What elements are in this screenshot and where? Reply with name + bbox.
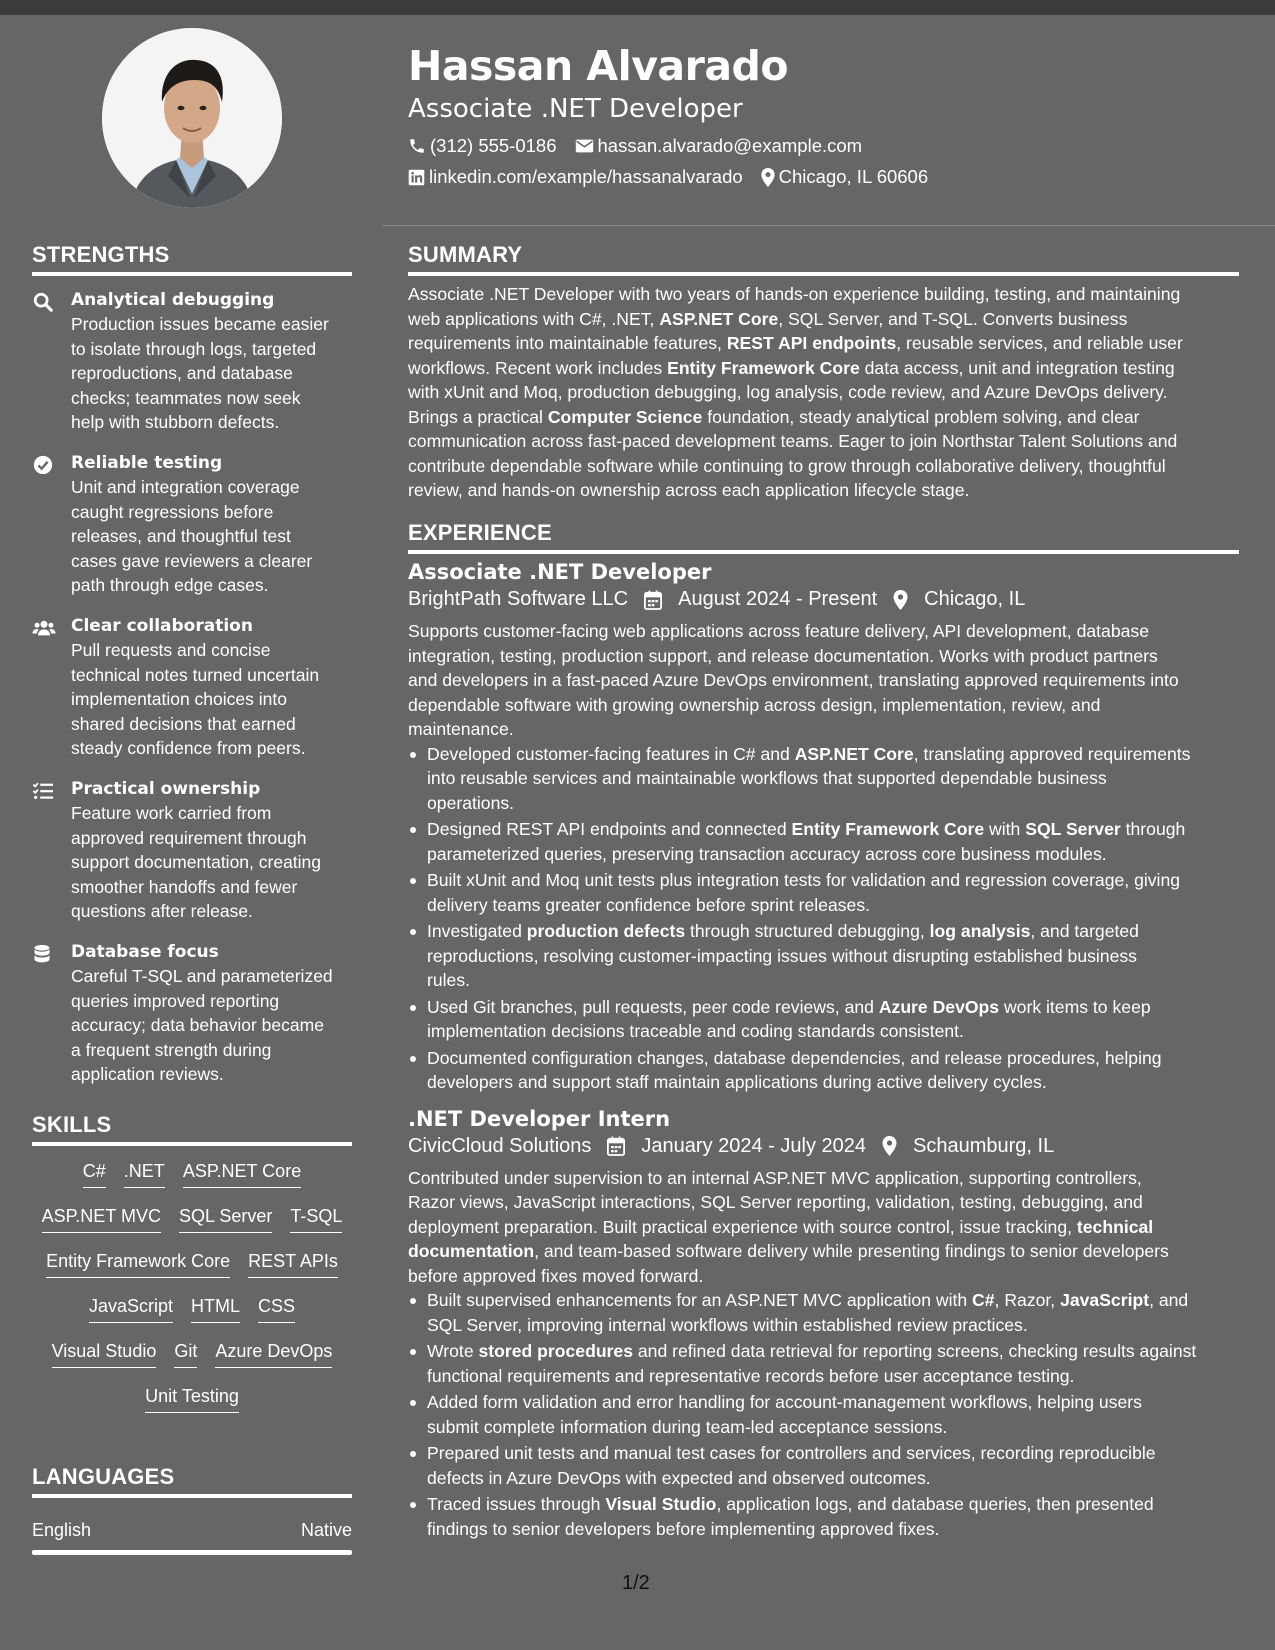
description-line: a frequent strength during bbox=[71, 1039, 272, 1060]
bullet-item bbox=[408, 1390, 1239, 1439]
strength-item bbox=[32, 940, 352, 1087]
summary-line bbox=[408, 380, 1239, 405]
text-run: reproductions, resolving customer-impacting issues without disrupting established business bbox=[427, 945, 1137, 966]
calendar-icon bbox=[607, 1136, 633, 1156]
contact-row-2 bbox=[408, 166, 946, 188]
skill-tag: .NET bbox=[124, 1158, 165, 1188]
text-run: Designed REST API endpoints and connected bbox=[427, 819, 792, 839]
text-run: Used Git branches, pull requests, peer code reviews, and bbox=[427, 996, 879, 1017]
job-location bbox=[882, 1135, 1054, 1158]
summary-line bbox=[408, 356, 1239, 381]
text-run: Investigated bbox=[427, 921, 527, 941]
text-run: review, and hands-on ownership across each application lifecycle stage. bbox=[408, 480, 970, 500]
bold-phrase: SQL Server bbox=[1025, 819, 1121, 839]
text-run: requirements into maintainable features, bbox=[408, 333, 727, 353]
language-name: English bbox=[32, 1520, 92, 1540]
text-run: , and targeted bbox=[1030, 921, 1139, 941]
bullet-line bbox=[427, 766, 1239, 791]
text-run: Supports customer-facing web applications across feature delivery, API development, database bbox=[408, 621, 1149, 641]
bold-phrase: Entity Framework Core bbox=[791, 819, 985, 839]
bullet-item bbox=[408, 995, 1239, 1044]
email-text: hassan.alvarado@example.com bbox=[597, 135, 863, 156]
description-line bbox=[408, 693, 1239, 718]
linkedin-contact[interactable] bbox=[408, 166, 743, 188]
strength-description bbox=[71, 801, 352, 924]
description-line: Production issues became easier bbox=[71, 314, 329, 334]
text-run: Prepared unit tests and manual test cases for controllers and services, recording reproducible bbox=[427, 1443, 1156, 1463]
email-contact[interactable] bbox=[575, 135, 863, 157]
text-run: rules. bbox=[427, 970, 471, 990]
strength-item bbox=[32, 288, 352, 435]
bullet-line bbox=[427, 1390, 1239, 1415]
bullet-item bbox=[408, 919, 1239, 993]
skill-tag: CSS bbox=[258, 1293, 295, 1323]
strength-title: Analytical debugging bbox=[71, 290, 275, 310]
text-run: Brings a practical bbox=[408, 406, 548, 427]
map-marker-icon bbox=[882, 1136, 905, 1156]
description-line: technical notes turned uncertain bbox=[71, 664, 320, 685]
job-entry bbox=[408, 560, 1239, 1095]
skill-tag: ASP.NET MVC bbox=[42, 1203, 161, 1233]
bullet-line bbox=[427, 1364, 1239, 1389]
text-run: Razor views, JavaScript interactions, SQL Server reporting, validation, testing, debugging, and bbox=[408, 1192, 1143, 1212]
description-line: Feature work carried from bbox=[71, 803, 272, 823]
bullet-line bbox=[427, 742, 1239, 767]
text-run: delivery teams greater confidence before sprint releases. bbox=[427, 894, 871, 915]
text-run: operations. bbox=[427, 792, 515, 813]
map-marker-icon bbox=[893, 590, 916, 610]
experience-heading: EXPERIENCE bbox=[408, 520, 1239, 554]
text-run: Built supervised enhancements for an ASP.NET MVC application with bbox=[427, 1290, 973, 1310]
text-run: submit complete information during team-led acceptance sessions. bbox=[427, 1416, 948, 1437]
strength-title: Clear collaboration bbox=[71, 616, 253, 636]
skills-heading: SKILLS bbox=[32, 1112, 352, 1146]
check-circle-icon bbox=[32, 454, 54, 476]
text-run: dependable software with growing ownership across design, implementation, review, and bbox=[408, 694, 1101, 715]
text-run: with bbox=[984, 819, 1026, 839]
skill-tag: Git bbox=[174, 1338, 197, 1368]
text-run: through structured debugging, bbox=[685, 921, 930, 941]
phone-icon bbox=[408, 137, 426, 155]
location-contact bbox=[761, 166, 928, 188]
description-line: releases, and thoughtful test bbox=[71, 526, 291, 546]
summary-heading: SUMMARY bbox=[408, 242, 1239, 276]
text-run: Documented configuration changes, database dependencies, and release procedures, helping bbox=[427, 1047, 1162, 1068]
description-line: steady confidence from peers. bbox=[71, 738, 306, 758]
strength-item bbox=[32, 614, 352, 761]
description-line bbox=[408, 1215, 1239, 1240]
bullet-item bbox=[408, 817, 1239, 866]
strength-description bbox=[71, 964, 352, 1087]
description-line bbox=[408, 644, 1239, 669]
bullet-item bbox=[408, 742, 1239, 816]
job-dates bbox=[644, 588, 877, 611]
bullet-line bbox=[427, 893, 1239, 918]
users-icon bbox=[32, 617, 54, 639]
language-proficiency-bar bbox=[32, 1550, 352, 1555]
bullet-item bbox=[408, 1441, 1239, 1490]
bullet-line bbox=[427, 995, 1239, 1020]
location-text: Chicago, IL 60606 bbox=[778, 166, 929, 187]
database-icon bbox=[32, 943, 54, 965]
description-line: questions after release. bbox=[71, 901, 253, 921]
bold-phrase: ASP.NET Core bbox=[659, 308, 779, 329]
skill-tag: HTML bbox=[191, 1293, 240, 1323]
description-line bbox=[408, 717, 1239, 742]
bold-phrase: Visual Studio bbox=[605, 1494, 717, 1514]
description-line bbox=[408, 1166, 1239, 1191]
job-entry bbox=[408, 1107, 1239, 1542]
language-level: Native bbox=[300, 1520, 352, 1540]
summary-line bbox=[408, 478, 1239, 503]
text-run: SQL Server, improving internal workflows within established review practices. bbox=[427, 1314, 1028, 1335]
text-run: , reusable services, and reliable user bbox=[896, 333, 1183, 353]
bullet-line bbox=[427, 944, 1239, 969]
text-run: , and team-based software delivery while presenting findings to senior developers bbox=[534, 1241, 1169, 1261]
summary-line bbox=[408, 282, 1239, 307]
job-bullets bbox=[408, 742, 1239, 1095]
text-run: before approved fixes moved forward. bbox=[408, 1265, 704, 1286]
bullet-item bbox=[408, 868, 1239, 917]
bullet-line bbox=[427, 1492, 1239, 1517]
text-run: and developers in a fast-paced Azure DevOps environment, translating approved requirements into bbox=[408, 670, 1179, 690]
summary-text bbox=[408, 282, 1239, 503]
bullet-item bbox=[408, 1492, 1239, 1541]
text-run: Contributed under supervision to an internal ASP.NET MVC application, supporting controllers, bbox=[408, 1167, 1142, 1188]
location-text: Schaumburg, IL bbox=[913, 1134, 1055, 1157]
bullet-line bbox=[427, 1517, 1239, 1542]
skills-list bbox=[32, 1158, 352, 1428]
text-run: Developed customer-facing features in C# and bbox=[427, 743, 795, 764]
text-run: into reusable services and maintainable workflows that supported dependable business bbox=[427, 768, 1107, 788]
summary-line bbox=[408, 307, 1239, 332]
description-line: to isolate through logs, targeted bbox=[71, 338, 317, 359]
description-line: cases gave reviewers a clearer bbox=[71, 550, 313, 571]
bullet-item bbox=[408, 1046, 1239, 1095]
bullet-line bbox=[427, 1441, 1239, 1466]
job-title: .NET Developer Intern bbox=[408, 1106, 671, 1131]
skill-row bbox=[32, 1338, 352, 1383]
experience-list bbox=[408, 560, 1239, 1543]
text-run: foundation, steady analytical problem solving, and clear bbox=[702, 406, 1140, 427]
text-run: web applications with C#, .NET, bbox=[408, 308, 660, 329]
bullet-line bbox=[427, 791, 1239, 816]
bold-phrase: technical bbox=[1076, 1216, 1154, 1237]
top-bar bbox=[0, 0, 1275, 15]
text-run: , and bbox=[1149, 1290, 1189, 1310]
text-run: through bbox=[1120, 819, 1186, 839]
skill-tag: Entity Framework Core bbox=[46, 1248, 230, 1278]
description-line bbox=[408, 1190, 1239, 1215]
description-line: support documentation, creating bbox=[71, 852, 322, 872]
map-marker-icon bbox=[761, 168, 775, 187]
search-icon bbox=[32, 291, 54, 313]
description-line: smoother handoffs and fewer bbox=[71, 876, 298, 897]
strength-description bbox=[71, 475, 352, 598]
skill-row bbox=[32, 1158, 352, 1203]
description-line bbox=[408, 668, 1239, 693]
job-meta bbox=[408, 1135, 1239, 1158]
bullet-line bbox=[427, 1339, 1239, 1364]
description-line: checks; teammates now seek bbox=[71, 387, 301, 408]
candidate-name: Hassan Alvarado bbox=[408, 42, 788, 90]
dates-text: January 2024 - July 2024 bbox=[641, 1134, 867, 1157]
languages-heading: LANGUAGES bbox=[32, 1464, 352, 1498]
skill-row bbox=[32, 1203, 352, 1248]
description-line: shared decisions that earned bbox=[71, 713, 296, 734]
job-meta bbox=[408, 588, 1239, 611]
text-run: defects in Azure DevOps with expected and observed outcomes. bbox=[427, 1467, 931, 1488]
bullet-line bbox=[427, 1070, 1239, 1095]
text-run: deployment preparation. Built practical experience with source control, issue tracking, bbox=[408, 1216, 1077, 1237]
text-run: workflows. Recent work includes bbox=[408, 357, 668, 378]
description-line bbox=[408, 619, 1239, 644]
bold-phrase: REST API endpoints bbox=[726, 333, 897, 353]
bold-phrase: JavaScript bbox=[1060, 1290, 1150, 1310]
text-run: maintenance. bbox=[408, 719, 514, 739]
text-run: integration, testing, production support, and release documentation. Works with product partners bbox=[408, 645, 1158, 666]
strength-item bbox=[32, 777, 352, 924]
job-location bbox=[893, 588, 1025, 611]
text-run: Built xUnit and Moq unit tests plus integration tests for validation and regression coverage, giving bbox=[427, 870, 1181, 890]
skill-tag: T-SQL bbox=[290, 1203, 342, 1233]
description-line: accuracy; data behavior became bbox=[71, 1015, 324, 1035]
phone-text: (312) 555-0186 bbox=[430, 135, 557, 156]
text-run: and refined data retrieval for reporting screens, checking results against bbox=[632, 1341, 1197, 1361]
text-run: findings to senior developers before implementing approved fixes. bbox=[427, 1518, 940, 1539]
bullet-line bbox=[427, 919, 1239, 944]
job-description bbox=[408, 1166, 1239, 1289]
calendar-icon bbox=[644, 590, 670, 610]
description-line: help with stubborn defects. bbox=[71, 412, 280, 432]
strength-title: Database focus bbox=[71, 942, 219, 962]
description-line: reproductions, and database bbox=[71, 363, 293, 383]
skill-row bbox=[32, 1248, 352, 1293]
envelope-icon bbox=[575, 138, 594, 154]
bullet-line bbox=[427, 1466, 1239, 1491]
skill-tag: SQL Server bbox=[179, 1203, 272, 1233]
linkedin-text: linkedin.com/example/hassanalvarado bbox=[429, 166, 743, 187]
profile-photo bbox=[102, 28, 282, 208]
strength-item bbox=[32, 451, 352, 598]
contact-row-1 bbox=[408, 135, 880, 157]
text-run: with xUnit and Moq, production debugging, log analysis, code review, and Azure DevOps delivery. bbox=[408, 382, 1168, 402]
job-description bbox=[408, 619, 1239, 742]
description-line: Unit and integration coverage bbox=[71, 477, 300, 497]
location-text: Chicago, IL bbox=[924, 588, 1026, 610]
bold-phrase: documentation bbox=[408, 1241, 535, 1261]
candidate-role: Associate .NET Developer bbox=[408, 94, 743, 124]
skill-tag: Visual Studio bbox=[52, 1338, 157, 1368]
strength-title: Practical ownership bbox=[71, 779, 261, 799]
bullet-line bbox=[427, 817, 1239, 842]
skill-row bbox=[32, 1383, 352, 1428]
text-run: , SQL Server, and T-SQL. Converts business bbox=[778, 308, 1128, 329]
summary-line bbox=[408, 454, 1239, 479]
page-number: 1/2 bbox=[622, 1572, 650, 1594]
tasks-icon bbox=[32, 780, 54, 802]
description-line: approved requirement through bbox=[71, 827, 307, 848]
summary-line bbox=[408, 331, 1239, 356]
text-run: Traced issues through bbox=[427, 1494, 606, 1514]
bold-phrase: stored procedures bbox=[478, 1341, 633, 1361]
description-line: Careful T-SQL and parameterized bbox=[71, 966, 333, 986]
language-row bbox=[32, 1520, 352, 1541]
text-run: developers and support staff maintain applications during active delivery cycles. bbox=[427, 1072, 1047, 1092]
skill-tag: REST APIs bbox=[248, 1248, 338, 1278]
text-run: , translating approved requirements bbox=[913, 743, 1191, 764]
skill-tag: C# bbox=[83, 1158, 106, 1188]
description-line: caught regressions before bbox=[71, 501, 274, 522]
description-line: queries improved reporting bbox=[71, 990, 280, 1011]
skill-tag: JavaScript bbox=[89, 1293, 173, 1323]
description-line bbox=[408, 1239, 1239, 1264]
text-run: data access, unit and integration testing bbox=[859, 357, 1175, 378]
skill-row bbox=[32, 1293, 352, 1338]
text-run: Added form validation and error handling for account-management workflows, helping users bbox=[427, 1392, 1142, 1412]
bullet-line bbox=[427, 1313, 1239, 1338]
bold-phrase: log analysis bbox=[929, 921, 1031, 941]
text-run: Associate .NET Developer with two years of hands-on experience building, testing, and maintaining bbox=[408, 284, 1181, 304]
bullet-line bbox=[427, 1019, 1239, 1044]
description-line: path through edge cases. bbox=[71, 575, 269, 595]
bullet-line bbox=[427, 1288, 1239, 1313]
strength-description bbox=[71, 312, 352, 435]
strength-description bbox=[71, 638, 352, 761]
description-line bbox=[408, 1264, 1239, 1289]
skill-tag: ASP.NET Core bbox=[183, 1158, 301, 1188]
description-line: application reviews. bbox=[71, 1064, 224, 1084]
header-divider bbox=[382, 225, 1275, 226]
bold-phrase: Azure DevOps bbox=[878, 996, 1000, 1017]
skill-tag: Azure DevOps bbox=[215, 1338, 332, 1368]
company-name: CivicCloud Solutions bbox=[408, 1134, 592, 1157]
bullet-item bbox=[408, 1339, 1239, 1388]
text-run: , application logs, and database queries, then presented bbox=[716, 1494, 1154, 1514]
company-name: BrightPath Software LLC bbox=[408, 588, 629, 610]
text-run: parameterized queries, preserving transaction accuracy across core business modules. bbox=[427, 843, 1107, 864]
bullet-item bbox=[408, 1288, 1239, 1337]
text-run: , Razor, bbox=[994, 1290, 1061, 1310]
phone-contact[interactable] bbox=[408, 135, 557, 157]
bullet-line bbox=[427, 1415, 1239, 1440]
job-dates bbox=[607, 1135, 866, 1158]
text-run: functional requirements and representative records before user acceptance testing. bbox=[427, 1365, 1075, 1386]
text-run: communication across fast-paced development teams. Eager to join Northstar Talent Solutions and bbox=[408, 431, 1178, 451]
text-run: Wrote bbox=[427, 1341, 479, 1361]
linkedin-icon bbox=[408, 169, 425, 186]
bold-phrase: Computer Science bbox=[547, 406, 703, 427]
description-line: implementation choices into bbox=[71, 689, 287, 709]
strength-title: Reliable testing bbox=[71, 453, 223, 473]
bullet-line bbox=[427, 868, 1239, 893]
text-run: work items to keep bbox=[999, 996, 1151, 1017]
bold-phrase: production defects bbox=[526, 921, 686, 941]
bullet-line bbox=[427, 1046, 1239, 1071]
text-run: contribute dependable software while continuing to grow through collaborative delivery, thoughtful bbox=[408, 455, 1166, 476]
job-bullets bbox=[408, 1288, 1239, 1541]
dates-text: August 2024 - Present bbox=[678, 588, 878, 610]
bold-phrase: Entity Framework Core bbox=[667, 357, 860, 378]
bold-phrase: C# bbox=[972, 1290, 995, 1310]
summary-line bbox=[408, 429, 1239, 454]
text-run: implementation decisions traceable and coding standards consistent. bbox=[427, 1021, 964, 1041]
bullet-line bbox=[427, 842, 1239, 867]
strengths-heading: STRENGTHS bbox=[32, 242, 352, 276]
description-line: Pull requests and concise bbox=[71, 640, 271, 660]
summary-line bbox=[408, 405, 1239, 430]
skill-tag: Unit Testing bbox=[145, 1383, 239, 1413]
bullet-line bbox=[427, 968, 1239, 993]
job-title: Associate .NET Developer bbox=[408, 560, 712, 584]
bold-phrase: ASP.NET Core bbox=[794, 743, 914, 764]
